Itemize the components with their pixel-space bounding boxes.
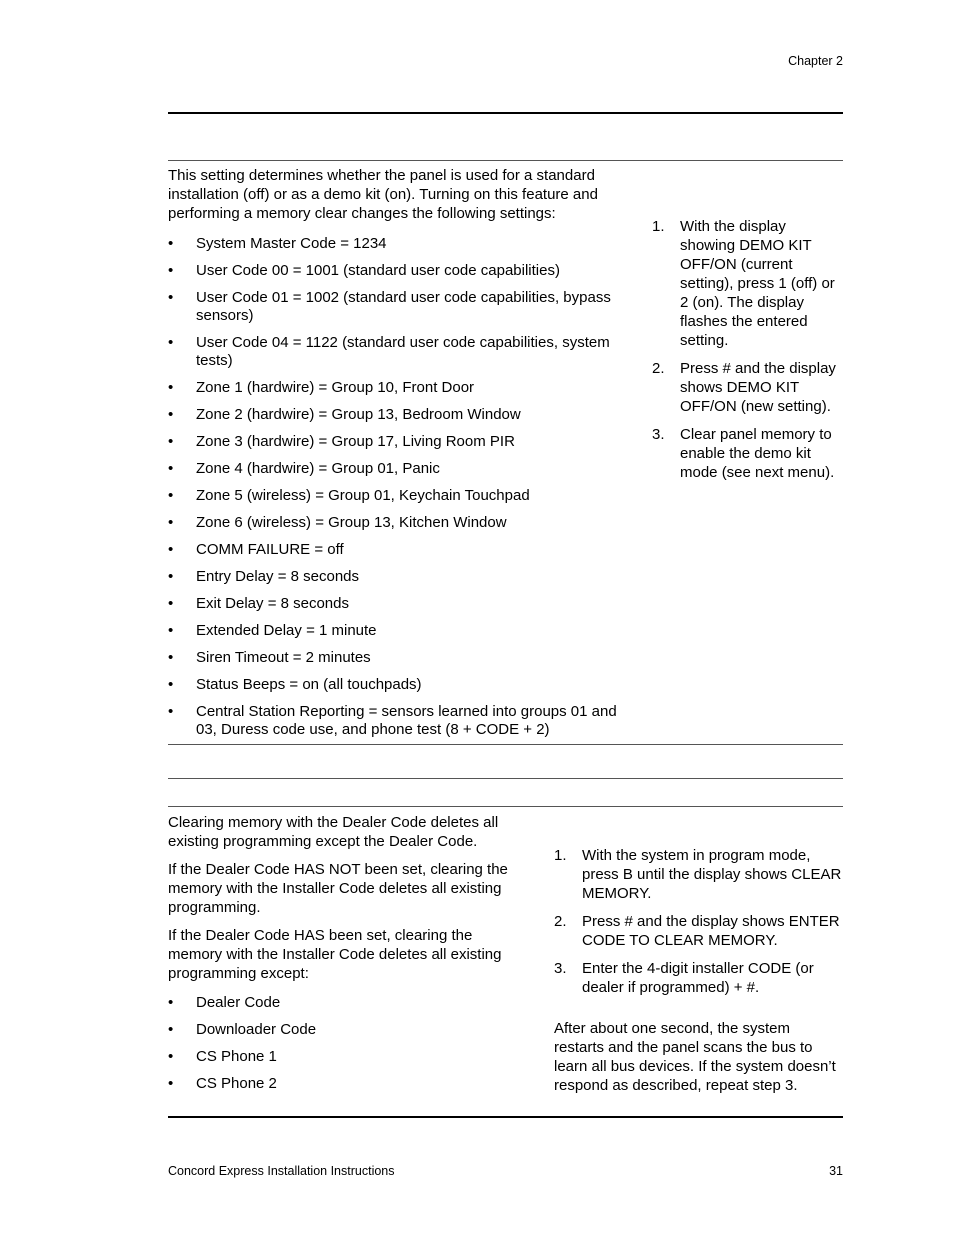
footer-title: Concord Express Installation Instructions <box>168 1164 395 1178</box>
demo-kit-steps <box>652 217 844 491</box>
header-rule <box>168 112 843 114</box>
bullet-icon: • <box>168 1021 174 1038</box>
list-item <box>168 622 638 640</box>
chapter-label: Chapter 2 <box>788 54 843 68</box>
list-item-text: Zone 4 (hardwire) = Group 01, Panic <box>196 460 440 477</box>
list-item <box>168 289 638 325</box>
bullet-icon: • <box>168 649 174 666</box>
clear-memory-note: After about one second, the system restarts and the panel scans the bus to learn all bus devices. If the system doesn’t respond as described, repeat step 3. <box>554 1020 836 1094</box>
list-item-text: CS Phone 2 <box>196 1075 277 1092</box>
bullet-icon: • <box>168 487 174 504</box>
demo-kit-settings-list <box>168 235 638 748</box>
list-item-text: Downloader Code <box>196 1021 317 1038</box>
step-item <box>652 217 844 350</box>
list-item <box>168 406 638 424</box>
step-text: Clear panel memory to enable the demo kit mode (see next menu). <box>680 426 835 481</box>
list-item-text: User Code 00 = 1001 (standard user code capabilities) <box>196 262 560 279</box>
list-item <box>168 433 638 451</box>
description-paragraph: If the Dealer Code HAS been set, clearing the memory with the Installer Code deletes all existing programming except: <box>168 927 502 982</box>
clear-memory-description <box>168 813 530 992</box>
bullet-icon: • <box>168 262 174 279</box>
step-text: Press # and the display shows ENTER CODE TO CLEAR MEMORY. <box>582 913 840 949</box>
section2-top-rule <box>168 806 843 807</box>
list-item <box>168 1021 530 1039</box>
bullet-icon: • <box>168 514 174 531</box>
list-item <box>168 460 638 478</box>
bullet-icon: • <box>168 334 174 351</box>
page-number: 31 <box>829 1164 843 1178</box>
list-item-text: User Code 04 = 1122 (standard user code capabilities, system tests) <box>196 334 610 369</box>
list-item <box>168 541 638 559</box>
list-item <box>168 703 638 739</box>
clear-memory-steps <box>554 846 844 1006</box>
list-item <box>168 1075 530 1093</box>
list-item <box>168 1048 530 1066</box>
list-item-text: Dealer Code <box>196 994 281 1011</box>
bullet-icon: • <box>168 703 174 720</box>
bullet-icon: • <box>168 433 174 450</box>
demo-kit-intro: This setting determines whether the panel is used for a standard installation (off) or as a demo kit (on). Turning on this feature and performing a memory clear changes the following settings: <box>168 167 598 222</box>
step-text: With the system in program mode, press B until the display shows CLEAR MEMORY. <box>582 847 842 902</box>
list-item-text: Zone 6 (wireless) = Group 13, Kitchen Window <box>196 514 507 531</box>
list-item-text: Zone 3 (hardwire) = Group 17, Living Room PIR <box>196 433 515 450</box>
step-number: 3. <box>652 426 665 443</box>
section2-bottom-rule <box>168 1116 843 1118</box>
list-item <box>168 487 638 505</box>
list-item <box>168 334 638 370</box>
bullet-icon: • <box>168 406 174 423</box>
preserved-items-list <box>168 994 530 1102</box>
list-item-text: COMM FAILURE = off <box>196 541 344 558</box>
list-item <box>168 568 638 586</box>
list-item-text: Zone 5 (wireless) = Group 01, Keychain Touchpad <box>196 487 530 504</box>
section2-title-rule <box>168 778 843 779</box>
list-item-text: Zone 2 (hardwire) = Group 13, Bedroom Window <box>196 406 521 423</box>
bullet-icon: • <box>168 568 174 585</box>
list-item <box>168 262 638 280</box>
description-paragraph: Clearing memory with the Dealer Code deletes all existing programming except the Dealer Code. <box>168 814 499 850</box>
step-item <box>652 359 844 416</box>
step-text: With the display showing DEMO KIT OFF/ON (current setting), press 1 (off) or 2 (on). The display flashes the entered setting. <box>680 218 835 349</box>
step-text: Press # and the display shows DEMO KIT OFF/ON (new setting). <box>680 360 836 415</box>
list-item-text: Extended Delay = 1 minute <box>196 622 377 639</box>
bullet-icon: • <box>168 1048 174 1065</box>
bullet-icon: • <box>168 460 174 477</box>
list-item <box>168 514 638 532</box>
list-item <box>168 595 638 613</box>
bullet-icon: • <box>168 676 174 693</box>
list-item-text: System Master Code = 1234 <box>196 235 387 252</box>
list-item-text: Central Station Reporting = sensors learned into groups 01 and 03, Duress code use, and phone test (8 + CODE + 2) <box>196 703 617 738</box>
step-item <box>554 846 844 903</box>
list-item-text: Siren Timeout = 2 minutes <box>196 649 371 666</box>
list-item-text: Exit Delay = 8 seconds <box>196 595 349 612</box>
list-item-text: Zone 1 (hardwire) = Group 10, Front Door <box>196 379 475 396</box>
list-item <box>168 676 638 694</box>
step-number: 2. <box>652 360 665 377</box>
list-item <box>168 649 638 667</box>
step-number: 1. <box>652 218 665 235</box>
step-text: Enter the 4-digit installer CODE (or dealer if programmed) + #. <box>582 960 814 996</box>
list-item-text: Status Beeps = on (all touchpads) <box>196 676 422 693</box>
bullet-icon: • <box>168 622 174 639</box>
bullet-icon: • <box>168 595 174 612</box>
bullet-icon: • <box>168 379 174 396</box>
step-item <box>554 959 844 997</box>
step-number: 2. <box>554 913 567 930</box>
section1-top-rule <box>168 160 843 161</box>
bullet-icon: • <box>168 235 174 252</box>
description-paragraph: If the Dealer Code HAS NOT been set, clearing the memory with the Installer Code deletes all existing programming. <box>168 861 508 916</box>
list-item <box>168 235 638 253</box>
bullet-icon: • <box>168 994 174 1011</box>
step-number: 1. <box>554 847 567 864</box>
step-item <box>554 912 844 950</box>
list-item-text: Entry Delay = 8 seconds <box>196 568 360 585</box>
list-item-text: CS Phone 1 <box>196 1048 277 1065</box>
bullet-icon: • <box>168 289 174 306</box>
list-item-text: User Code 01 = 1002 (standard user code capabilities, bypass sensors) <box>196 289 611 324</box>
bullet-icon: • <box>168 1075 174 1092</box>
step-number: 3. <box>554 960 567 977</box>
list-item <box>168 379 638 397</box>
step-item <box>652 425 844 482</box>
section1-bottom-rule <box>168 744 843 745</box>
bullet-icon: • <box>168 541 174 558</box>
list-item <box>168 994 530 1012</box>
